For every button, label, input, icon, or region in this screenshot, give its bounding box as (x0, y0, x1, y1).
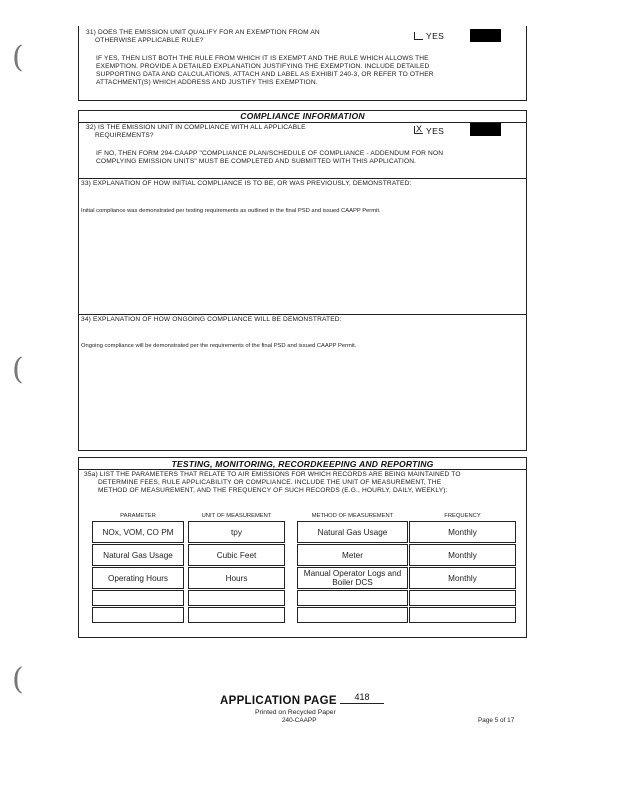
col-header-method: METHOD OF MEASUREMENT (311, 513, 394, 519)
testing-header: TESTING, MONITORING, RECORDKEEPING AND REPORTING (171, 459, 434, 469)
table-cell-parameter[interactable]: Natural Gas Usage (92, 544, 184, 566)
table-cell-parameter[interactable]: NOx, VOM, CO PM (92, 521, 184, 543)
q32-yes-label: YES (426, 126, 445, 136)
q33-label: 33) EXPLANATION OF HOW INITIAL COMPLIANCE IS TO BE, OR WAS PREVIOUSLY, DEMONSTRATED: (81, 180, 412, 187)
col-header-frequency: FREQUENCY (444, 513, 481, 519)
q31-body-line1: IF YES, THEN LIST BOTH THE RULE FROM WHICH IT IS EXEMPT AND THE RULE WHICH ALLOWS THE (96, 55, 429, 62)
q31-yes-checkbox[interactable] (414, 32, 423, 40)
q31-body-line4: ATTACHMENT(S) WHICH ADDRESS AND JUSTIFY THIS EXEMPTION. (96, 79, 318, 86)
q32-note-line2: COMPLYING EMISSION UNITS" MUST BE COMPLETED AND SUBMITTED WITH THIS APPLICATION. (96, 158, 417, 165)
table-cell-method[interactable] (297, 607, 408, 623)
table-cell-method[interactable]: Meter (297, 544, 408, 566)
col-header-parameter: PARAMETER (120, 513, 156, 519)
punch-mark-middle: ( (12, 352, 24, 387)
q33-answer[interactable]: Initial compliance was demonstrated per testing requirements as outlined in the final PSD and issued CAAPP Permit. (81, 208, 381, 214)
q31-yes-label: YES (426, 31, 445, 41)
table-cell-unit[interactable] (188, 607, 285, 623)
table-cell-frequency[interactable]: Monthly (409, 567, 516, 589)
q31-question-line1: 31) DOES THE EMISSION UNIT QUALIFY FOR AN EXEMPTION FROM AN (86, 29, 320, 36)
q35-line1: 35a) LIST THE PARAMETERS THAT RELATE TO AIR EMISSIONS FOR WHICH RECORDS ARE BEING MAINTAINED TO (84, 471, 461, 478)
table-cell-method[interactable]: Natural Gas Usage (297, 521, 408, 543)
table-cell-parameter[interactable] (92, 590, 184, 606)
testing-header-divider (78, 469, 527, 470)
form-id: 240-CAAPP (282, 717, 317, 724)
table-cell-frequency[interactable]: Monthly (409, 521, 516, 543)
page-of: Page 5 of 17 (478, 717, 515, 724)
table-cell-frequency[interactable] (409, 590, 516, 606)
table-cell-method[interactable]: Manual Operator Logs and Boiler DCS (297, 567, 408, 589)
q31-redaction-block (470, 29, 501, 42)
q34-divider (78, 314, 527, 315)
table-cell-parameter[interactable] (92, 607, 184, 623)
punch-mark-bottom: ( (12, 662, 24, 697)
punch-mark-top: ( (12, 40, 24, 75)
q31-question-line2: OTHERWISE APPLICABLE RULE? (95, 37, 204, 44)
table-cell-unit[interactable]: Hours (188, 567, 285, 589)
printed-note: Printed on Recycled Paper (255, 709, 336, 716)
q31-body-line2: EXEMPTION. PROVIDE A DETAILED EXPLANATION JUSTIFYING THE EXEMPTION. INCLUDE DETAILED (96, 63, 430, 70)
q32-note-line1: IF NO, THEN FORM 294-CAAPP "COMPLIANCE PLAN/SCHEDULE OF COMPLIANCE - ADDENDUM FOR NON (96, 150, 444, 157)
q32-line1: 32) IS THE EMISSION UNIT IN COMPLIANCE WITH ALL APPLICABLE (86, 124, 306, 131)
table-cell-frequency[interactable] (409, 607, 516, 623)
q32-redaction-block (470, 123, 501, 136)
compliance-header-divider (78, 122, 527, 123)
compliance-header: COMPLIANCE INFORMATION (240, 111, 365, 121)
table-cell-frequency[interactable]: Monthly (409, 544, 516, 566)
q31-body-line3: SUPPORTING DATA AND CALCULATIONS. ATTACH AND LABEL AS EXHIBIT 240-3, OR REFER TO OTHER (96, 71, 434, 78)
col-header-unit: UNIT OF MEASUREMENT (201, 513, 272, 519)
q34-answer[interactable]: Ongoing compliance will be demonstrated per the requirements of the final PSD and issued CAAPP Permit. (81, 343, 357, 349)
q33-divider (78, 178, 527, 179)
table-cell-unit[interactable] (188, 590, 285, 606)
application-page-label: APPLICATION PAGE (220, 695, 337, 707)
application-page-number: 418 (340, 692, 384, 704)
table-cell-unit[interactable]: Cubic Feet (188, 544, 285, 566)
q35-line2: DETERMINE FEES, RULE APPLICABILITY OR COMPLIANCE. INCLUDE THE UNIT OF MEASUREMENT, THE (98, 479, 442, 486)
table-cell-unit[interactable]: tpy (188, 521, 285, 543)
table-cell-method[interactable] (297, 590, 408, 606)
q32-line2: REQUIREMENTS? (95, 132, 154, 139)
table-cell-parameter[interactable]: Operating Hours (92, 567, 184, 589)
q34-label: 34) EXPLANATION OF HOW ONGOING COMPLIANCE WILL BE DEMONSTRATED: (81, 316, 342, 323)
q35-line3: METHOD OF MEASUREMENT, AND THE FREQUENCY OF SUCH RECORDS (E.G., HOURLY, DAILY, WEEKLY): (98, 487, 448, 494)
q32-yes-checkbox[interactable]: X (415, 124, 422, 134)
